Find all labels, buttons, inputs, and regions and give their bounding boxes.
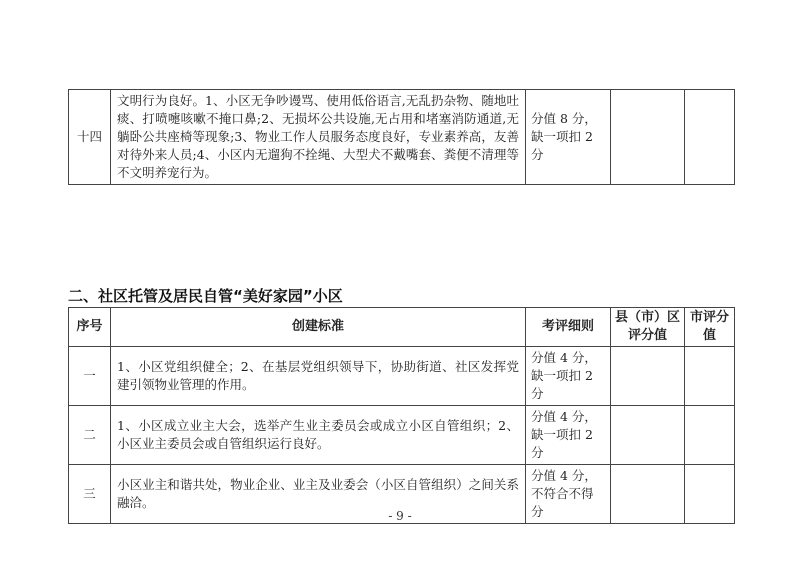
score-rule-cell: 分值 4 分，不符合不得分 [526, 465, 611, 524]
criteria-table-continued [68, 89, 735, 185]
criteria-cell: 1、小区成立业主大会，选举产生业主委员会或成立小区自管组织；2、小区业主委员会或自管组织运行良好。 [111, 406, 526, 465]
score-rule-cell: 分值 4 分，缺一项扣 2 分 [526, 406, 611, 465]
header-city-score: 市评分值 [685, 308, 735, 347]
header-number: 序号 [69, 308, 111, 347]
score-rule-cell: 分值 4 分，缺一项扣 2 分 [526, 347, 611, 406]
city-score-cell [685, 406, 735, 465]
county-score-cell [611, 347, 685, 406]
table-row [69, 406, 735, 465]
city-score-cell [685, 90, 735, 185]
city-score-cell [685, 347, 735, 406]
criteria-cell: 1、小区党组织健全；2、在基层党组织领导下，协助街道、社区发挥党建引领物业管理的作用。 [111, 347, 526, 406]
criteria-cell: 文明行为良好。1、小区无争吵谩骂、使用低俗语言,无乱扔杂物、随地吐痰、打喷嚏咳嗽不掩口鼻;2、无损坏公共设施,无占用和堵塞消防通道,无躺卧公共座椅等现象;3、物业工作人员服务态度良好，专业素养高，友善对待外来人员;4、小区内无遛狗不拴绳、大型犬不戴嘴套、粪便不清理等不文明养宠行为。 [111, 90, 526, 185]
header-county-score: 县（市）区评分值 [611, 308, 685, 347]
header-criteria: 创建标准 [111, 308, 526, 347]
score-rule-cell: 分值 8 分，缺一项扣 2 分 [526, 90, 611, 185]
row-number: 二 [69, 406, 111, 465]
table-row [69, 90, 735, 185]
page-number: - 9 - [388, 509, 412, 523]
row-number: 三 [69, 465, 111, 524]
row-number: 十四 [69, 90, 111, 185]
criteria-cell: 小区业主和谐共处，物业企业、业主及业委会（小区自管组织）之间关系融洽。 [111, 465, 526, 524]
criteria-table [68, 307, 735, 524]
header-score-rule: 考评细则 [526, 308, 611, 347]
section-title: 二、社区托管及居民自管“美好家园”小区 [68, 287, 343, 305]
county-score-cell [611, 90, 685, 185]
county-score-cell [611, 406, 685, 465]
table-row [69, 347, 735, 406]
row-number: 一 [69, 347, 111, 406]
table-header-row [69, 308, 735, 347]
